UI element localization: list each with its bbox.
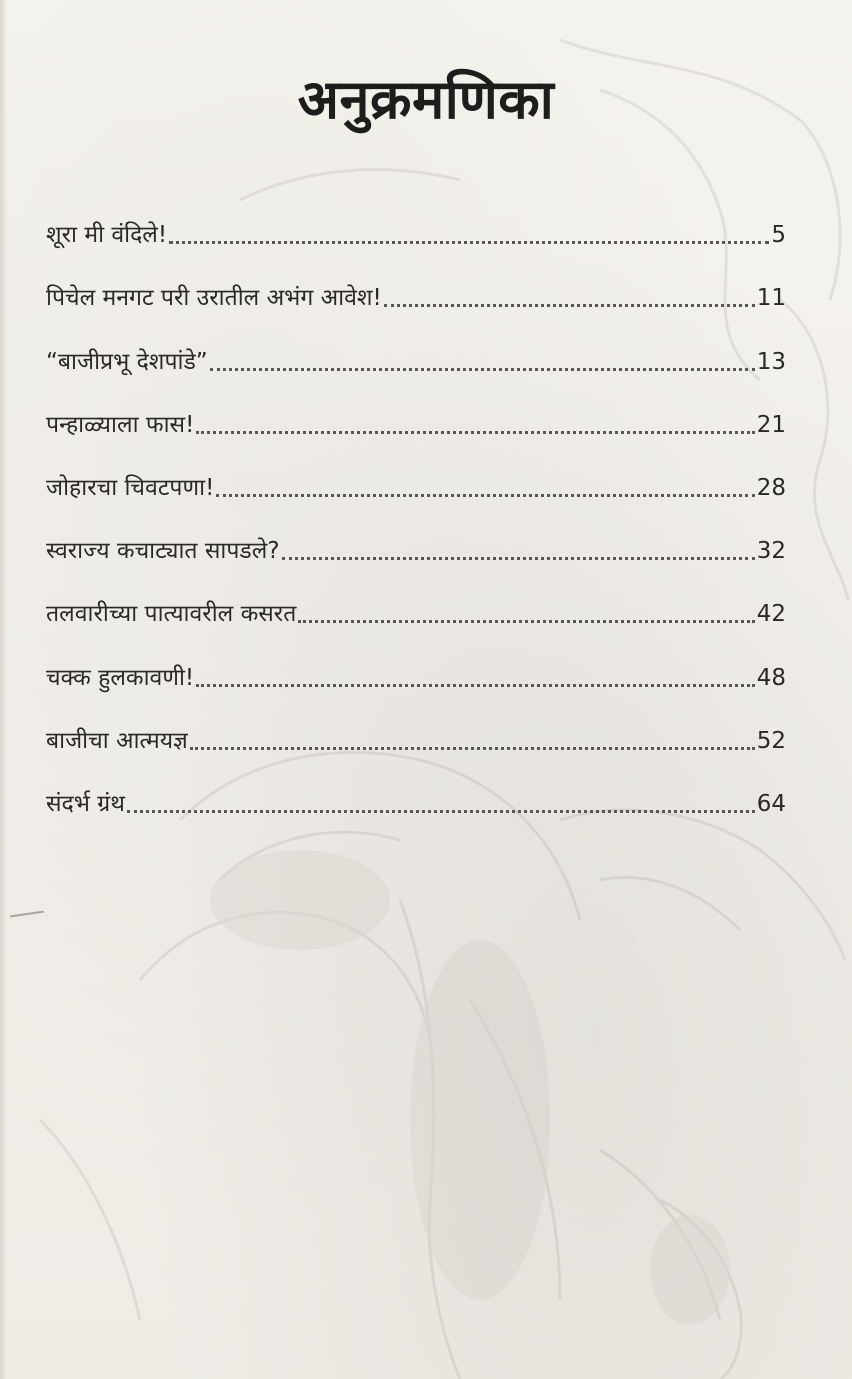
toc-entry	[46, 378, 786, 441]
entry-title: शूरा मी वंदिले!	[46, 222, 168, 249]
entry-title: संदर्भ ग्रंथ	[46, 790, 125, 817]
entry-page-number: 5	[771, 222, 786, 249]
toc-entry	[46, 630, 786, 693]
dot-leader	[190, 747, 755, 750]
toc-entry	[46, 567, 786, 630]
toc-entry	[46, 441, 786, 504]
dot-leader	[384, 304, 755, 307]
dot-leader	[196, 684, 755, 687]
entry-page-number: 42	[756, 601, 786, 628]
toc-entry	[46, 694, 786, 757]
entry-page-number: 13	[756, 348, 786, 375]
dot-leader	[282, 557, 755, 560]
entry-page-number: 32	[756, 538, 786, 565]
dot-leader	[210, 368, 755, 371]
dot-leader	[127, 810, 755, 813]
entry-title: तलवारीच्या पात्यावरील कसरत	[46, 601, 297, 628]
entry-title: चक्क हुलकावणी!	[46, 664, 195, 691]
dot-leader	[216, 494, 754, 497]
entry-page-number: 52	[756, 727, 786, 754]
entry-title: “बाजीप्रभू देशपांडे”	[46, 348, 208, 375]
toc-entry	[46, 757, 786, 820]
entry-page-number: 11	[756, 285, 786, 312]
dot-leader	[169, 241, 769, 244]
toc-entry	[46, 188, 786, 251]
toc-entry	[46, 504, 786, 567]
entry-title: स्वराज्य कचाट्यात सापडले?	[46, 538, 280, 565]
entry-title: जोहारचा चिवटपणा!	[46, 474, 215, 501]
toc-entry	[46, 251, 786, 314]
page-title: अनुक्रमणिका	[297, 68, 555, 131]
entry-title: बाजीचा आत्मयज्ञ	[46, 727, 188, 754]
entry-title: पन्हाळ्याला फास!	[46, 411, 195, 438]
entry-page-number: 48	[756, 664, 786, 691]
entry-title: पिचेल मनगट परी उरातील अभंग आवेश!	[46, 285, 382, 312]
dot-leader	[298, 620, 754, 623]
table-of-contents	[46, 188, 786, 820]
toc-entry	[46, 314, 786, 377]
dot-leader	[196, 431, 754, 434]
entry-page-number: 28	[756, 474, 786, 501]
entry-page-number: 64	[756, 790, 786, 817]
entry-page-number: 21	[756, 411, 786, 438]
